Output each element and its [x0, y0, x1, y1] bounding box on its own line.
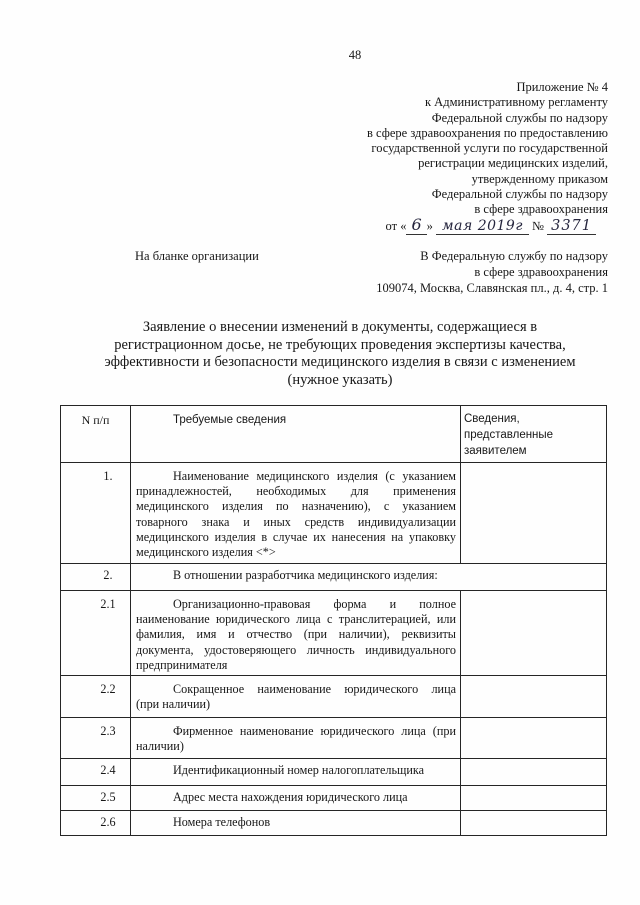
row-text-line: предпринимателя [136, 657, 228, 672]
table-row [61, 591, 607, 676]
row-number: 2.2 [61, 676, 131, 718]
row-text-line: наименование юридического лица с транслитерацией, или [136, 612, 456, 627]
appendix-reference-block [288, 80, 608, 235]
row-applicant-info-cell [461, 718, 607, 759]
header-required-info: Требуемые сведения [131, 406, 461, 463]
row-applicant-info-cell [461, 759, 607, 786]
header-number: N п/п [61, 406, 131, 463]
order-date-line [288, 217, 608, 234]
row-required-info [131, 786, 461, 811]
table-row [61, 786, 607, 811]
row-section-heading [131, 564, 607, 591]
row-required-info [131, 718, 461, 759]
row-text-line: медицинского изделия в случае их нанесения на упаковку [136, 529, 456, 544]
row-number: 2.1 [61, 591, 131, 676]
handwritten-month-year: мая 2019г [436, 218, 529, 235]
row-required-info [131, 591, 461, 676]
row-text-line: Сокращенное наименование юридического лица [173, 682, 456, 696]
row-text-line: Номера телефонов [173, 815, 271, 829]
row-number: 1. [61, 463, 131, 564]
row-text-line: Организационно-правовая форма и полное [173, 597, 456, 611]
row-text-line: документа, удостоверяющего личность индивидуального [136, 642, 456, 657]
appendix-title: Приложение № 4 [516, 80, 608, 94]
row-number: 2.4 [61, 759, 131, 786]
appendix-line: утвержденному приказом [471, 171, 608, 186]
row-required-info [131, 463, 461, 564]
table-row [61, 759, 607, 786]
row-text-line: В отношении разработчика медицинского изделия: [173, 568, 438, 582]
title-line: Заявление о внесении изменений в документы, содержащиеся в [142, 319, 538, 335]
appendix-line: регистрации медицинских изделий, [418, 156, 608, 171]
handwritten-day: 6 [406, 215, 426, 235]
letterhead-note: На бланке организации [135, 249, 259, 263]
handwritten-order-number: 3371 [547, 218, 596, 235]
table-row [61, 564, 607, 591]
table-row [61, 676, 607, 718]
header-applicant-line: Сведения, [464, 413, 520, 425]
row-number: 2.5 [61, 786, 131, 811]
title-line: регистрационном досье, не требующих проведения экспертизы качества, [114, 336, 566, 353]
row-text-line: товарного знака и иных средств индивидуализации [136, 514, 456, 529]
addressee-address: 109074, Москва, Славянская пл., д. 4, стр. 1 [376, 281, 608, 295]
page-number: 48 [348, 48, 362, 62]
row-applicant-info-cell [461, 591, 607, 676]
addressee-line: в сфере здравоохранения [474, 265, 608, 279]
document-title [60, 319, 620, 390]
row-applicant-info-cell [461, 463, 607, 564]
row-text-line: Фирменное наименование юридического лица (при [173, 724, 456, 738]
order-date-quote-close: » [426, 219, 433, 234]
appendix-line: в сфере здравоохранения по предоставлению [367, 125, 608, 140]
order-date-prefix: от « [385, 219, 407, 234]
row-applicant-info-cell [461, 676, 607, 718]
row-applicant-info-cell [461, 811, 607, 836]
order-number-sign: № [532, 219, 544, 234]
row-text-line: принадлежностей, необходимых для применения [136, 484, 456, 499]
title-line: эффективности и безопасности медицинского изделия в связи с изменением [104, 354, 576, 371]
row-applicant-info-cell [461, 786, 607, 811]
row-text-line: медицинского изделия по назначению), с указанием [136, 499, 456, 514]
row-text-line: Идентификационный номер налогоплательщика [173, 763, 425, 777]
appendix-line: к Административному регламенту [424, 95, 608, 110]
requirements-table [60, 405, 607, 836]
appendix-line: государственной услуги по государственной [371, 141, 608, 155]
title-line: (нужное указать) [287, 372, 393, 389]
row-text-line: Наименование медицинского изделия (с указанием [173, 469, 456, 483]
row-text-line: Адрес места нахождения юридического лица [173, 790, 408, 804]
addressee-block [308, 248, 608, 296]
table-row [61, 811, 607, 836]
row-required-info [131, 676, 461, 718]
table-row [61, 718, 607, 759]
row-number: 2.6 [61, 811, 131, 836]
row-required-info [131, 759, 461, 786]
appendix-line: в сфере здравоохранения [474, 202, 608, 216]
table-header-row [61, 406, 607, 463]
row-required-info [131, 811, 461, 836]
addressee-line: В Федеральную службу по надзору [420, 249, 608, 263]
row-number: 2.3 [61, 718, 131, 759]
row-number: 2. [61, 564, 131, 591]
row-text-line: медицинского изделия <*> [136, 545, 276, 560]
row-text-line: (при наличии) [136, 697, 211, 712]
table-row [61, 463, 607, 564]
header-applicant-line: заявителем [464, 445, 527, 457]
header-applicant-line: представленные [464, 429, 554, 441]
appendix-line: Федеральной службы по надзору [431, 186, 608, 201]
header-applicant-info [461, 406, 607, 463]
row-text-line: наличии) [136, 739, 184, 754]
row-text-line: фамилия, имя и отчество (при наличии), реквизиты [136, 627, 456, 642]
appendix-line: Федеральной службы по надзору [431, 110, 608, 125]
